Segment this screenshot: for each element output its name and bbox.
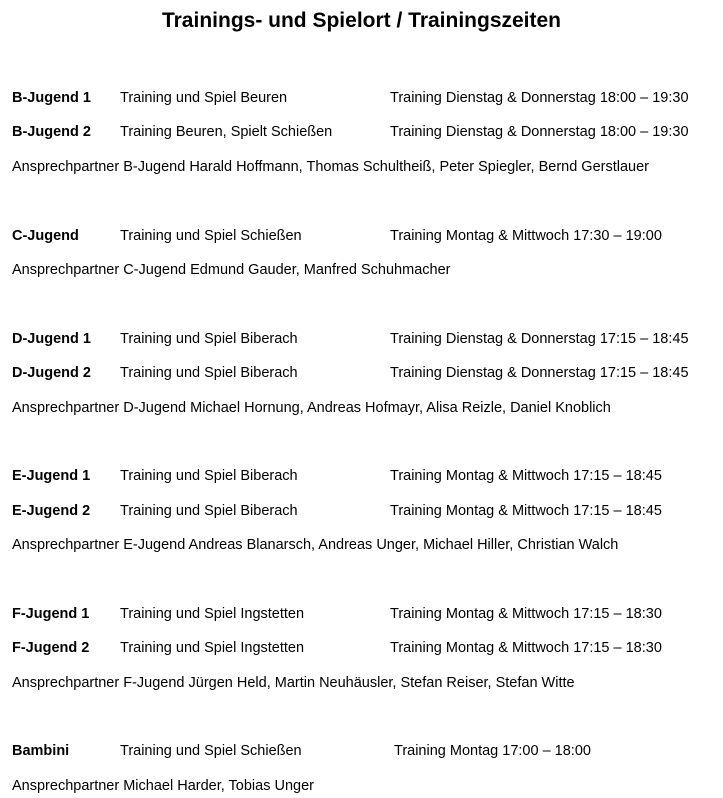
team-location: Training und Spiel Beuren <box>120 90 288 106</box>
page-title: Trainings- und Spielort / Trainingszeiten <box>161 9 562 32</box>
contact-persons: Ansprechpartner B-Jugend Harald Hoffmann, Thomas Schultheiß, Peter Spiegler, Bernd Gerstlauer <box>12 159 649 175</box>
team-location: Training und Spiel Biberach <box>120 503 298 519</box>
contact-persons: Ansprechpartner C-Jugend Edmund Gauder, Manfred Schuhmacher <box>12 262 451 278</box>
contact-persons: Ansprechpartner Michael Harder, Tobias Unger <box>12 778 314 794</box>
team-location: Training und Spiel Biberach <box>120 365 298 381</box>
team-training-time: Training Dienstag & Donnerstag 17:15 – 18:45 <box>390 331 689 347</box>
team-training-time: Training Montag & Mittwoch 17:30 – 19:00 <box>390 228 662 244</box>
team-training-time: Training Montag 17:00 – 18:00 <box>394 743 591 759</box>
contact-persons: Ansprechpartner E-Jugend Andreas Blanarsch, Andreas Unger, Michael Hiller, Christian Walch <box>12 537 619 553</box>
team-name: E-Jugend 1 <box>12 468 91 484</box>
team-name: B-Jugend 2 <box>12 124 91 140</box>
team-name: B-Jugend 1 <box>12 90 91 106</box>
team-location: Training und Spiel Biberach <box>120 331 298 347</box>
team-training-time: Training Dienstag & Donnerstag 18:00 – 19:30 <box>390 90 689 106</box>
team-location: Training und Spiel Ingstetten <box>120 640 305 656</box>
team-name: F-Jugend 1 <box>12 606 90 622</box>
contact-persons: Ansprechpartner D-Jugend Michael Hornung, Andreas Hofmayr, Alisa Reizle, Daniel Knoblich <box>12 400 611 416</box>
team-name: C-Jugend <box>12 228 79 244</box>
team-training-time: Training Montag & Mittwoch 17:15 – 18:45 <box>390 503 662 519</box>
team-location: Training und Spiel Schießen <box>120 743 302 759</box>
team-training-time: Training Montag & Mittwoch 17:15 – 18:30 <box>390 606 662 622</box>
team-location: Training und Spiel Ingstetten <box>120 606 305 622</box>
team-name: E-Jugend 2 <box>12 503 91 519</box>
team-name: D-Jugend 2 <box>12 365 91 381</box>
team-name: Bambini <box>12 743 70 759</box>
team-name: D-Jugend 1 <box>12 331 91 347</box>
team-training-time: Training Montag & Mittwoch 17:15 – 18:30 <box>390 640 662 656</box>
team-training-time: Training Dienstag & Donnerstag 18:00 – 19:30 <box>390 124 689 140</box>
team-training-time: Training Montag & Mittwoch 17:15 – 18:45 <box>390 468 662 484</box>
team-location: Training Beuren, Spielt Schießen <box>120 124 333 140</box>
team-location: Training und Spiel Schießen <box>120 228 302 244</box>
contact-persons: Ansprechpartner F-Jugend Jürgen Held, Martin Neuhäusler, Stefan Reiser, Stefan Witte <box>12 675 575 691</box>
team-training-time: Training Dienstag & Donnerstag 17:15 – 18:45 <box>390 365 689 381</box>
team-location: Training und Spiel Biberach <box>120 468 298 484</box>
team-name: F-Jugend 2 <box>12 640 90 656</box>
